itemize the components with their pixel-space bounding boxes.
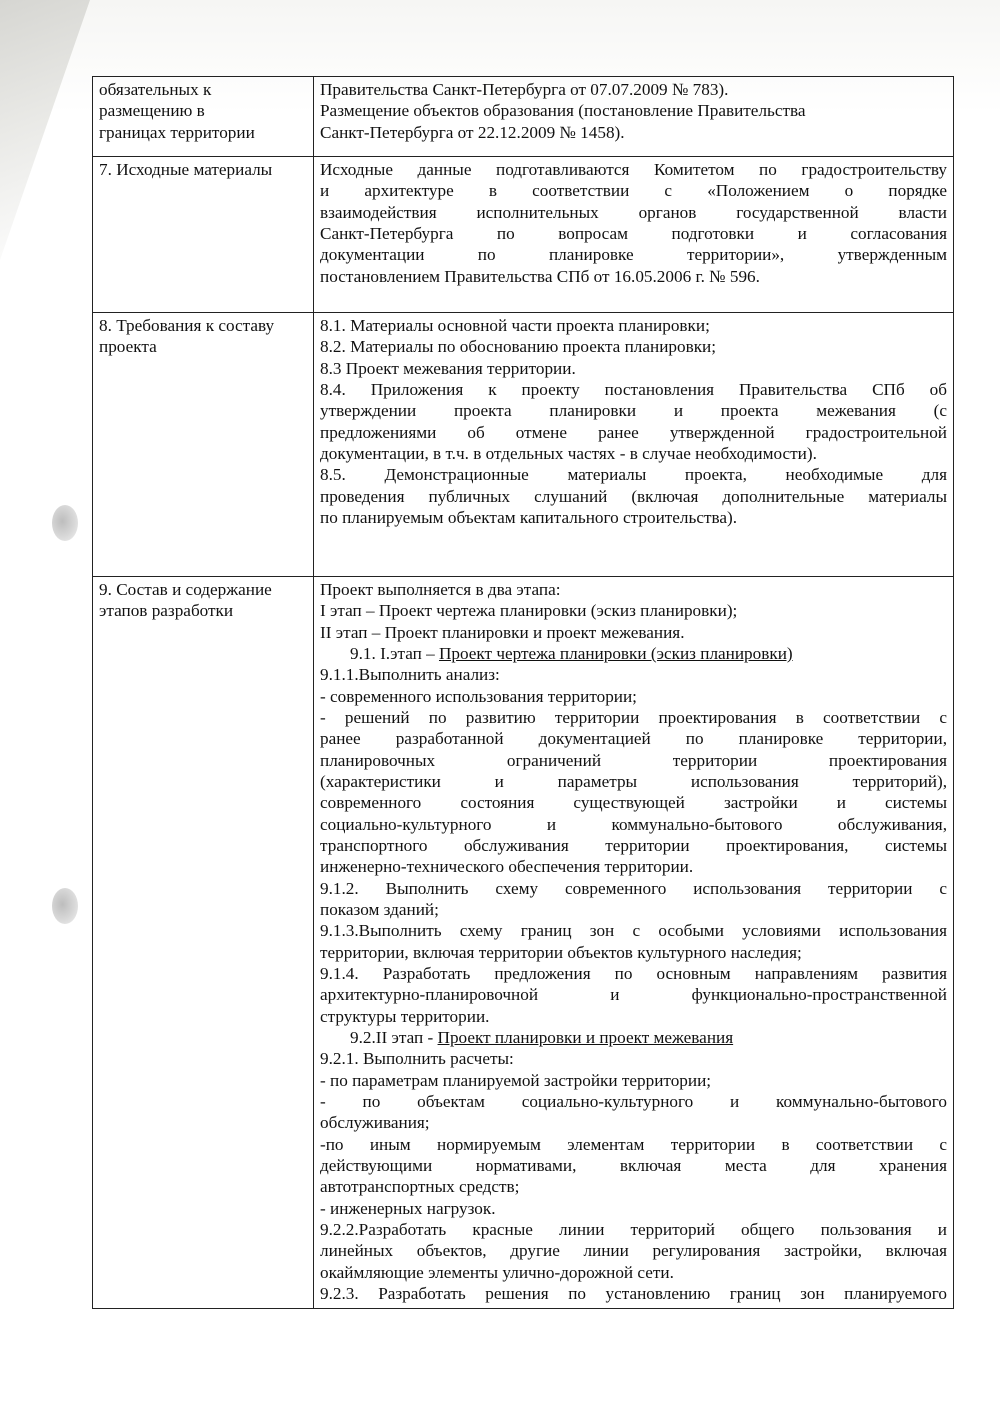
row-label: 8. Требования к составу проекта (93, 313, 314, 577)
table-row (93, 313, 954, 577)
row-content: Правительства Санкт-Петербурга от 07.07.2009 № 783). Размещение объектов образования (постановление Правительства Санкт-Петербурга от 22.12.2009 № 1458). (314, 77, 954, 157)
table-row (93, 77, 954, 157)
punch-hole (52, 505, 78, 541)
table-row (93, 157, 954, 313)
punch-hole (52, 888, 78, 924)
row-content: Исходные данные подготавливаются Комитетом по градостроительству и архитектуре в соответствии с «Положением о порядке взаимодействия исполнительных органов государственной власти Санкт-Петербурга по вопросам подготовки и согласования документации по планировке территории», утвержденным постановлением Правительства СПб от 16.05.2006 г. № 596. (314, 157, 954, 313)
table-row (93, 577, 954, 1309)
row-label: 7. Исходные материалы (93, 157, 314, 313)
stage-2-heading: 9.2.II этап - Проект планировки и проект межевания (350, 1027, 734, 1047)
folded-corner (0, 0, 90, 260)
row-content: 8.1. Материалы основной части проекта планировки; 8.2. Материалы по обоснованию проекта планировки; 8.3 Проект межевания территории. 8.4. Приложения к проекту постановления Правительства СПб об утверждении проекта планировки и проекта межевания (с предложениями об отмене ранее утвержденной градостроительной документации, в т.ч. в отдельных частях - в случае необходимости). 8.5. Демонстрационные материалы проекта, необходимые для проведения публичных слушаний (включая дополнительные материалы по планируемым объектам капитального строительства). (314, 313, 954, 577)
row-label: 9. Состав и содержание этапов разработки (93, 577, 314, 1309)
requirements-table (92, 76, 954, 1309)
row-label: обязательных к размещению в границах территории (93, 77, 314, 157)
stage-1-heading: 9.1. I.этап – Проект чертежа планировки (эскиз планировки) (350, 643, 793, 663)
row-content: Проект выполняется в два этапа: I этап – Проект чертежа планировки (эскиз планировки); II этап – Проект планировки и проект межевания. 9.1. I.этап – Проект чертежа планировки (эскиз планировки) 9.1.1.Выполнить анализ: - современного использования территории; - решений по развитию территории проектирования в соответствии с ранее разработанной документацией по планировке территории, планировочных ограничений территории проектирования (характеристики и параметры использования территорий), современного состояния существующей застройки и системы социально-культурного и коммунально-бытового обслуживания, транспортного обслуживания территории проектирования, системы инженерно-технического обеспечения территории. 9.1.2. Выполнить схему современного использования территории с показом зданий; 9.1.3.Выполнить схему границ зон с особыми условиями использования территории, включая территории объектов культурного наследия; 9.1.4. Разработать предложения по основным направлениям развития архитектурно-планировочной и функционально-пространственной структуры территории. 9.2.II этап - Проект планировки и проект межевания 9.2.1. Выполнить расчеты: - по параметрам планируемой застройки территории; - по объектам социально-культурного и коммунально-бытового обслуживания; -по иным нормируемым элементам территории в соответствии с действующими нормативами, включая места для хранения автотранспортных средств; - инженерных нагрузок. 9.2.2.Разработать красные линии территорий общего пользования и линейных объектов, другие линии регулирования застройки, включая окаймляющие элементы улично-дорожной сети. 9.2.3. Разработать решения по установлению границ зон планируемого (314, 577, 954, 1309)
